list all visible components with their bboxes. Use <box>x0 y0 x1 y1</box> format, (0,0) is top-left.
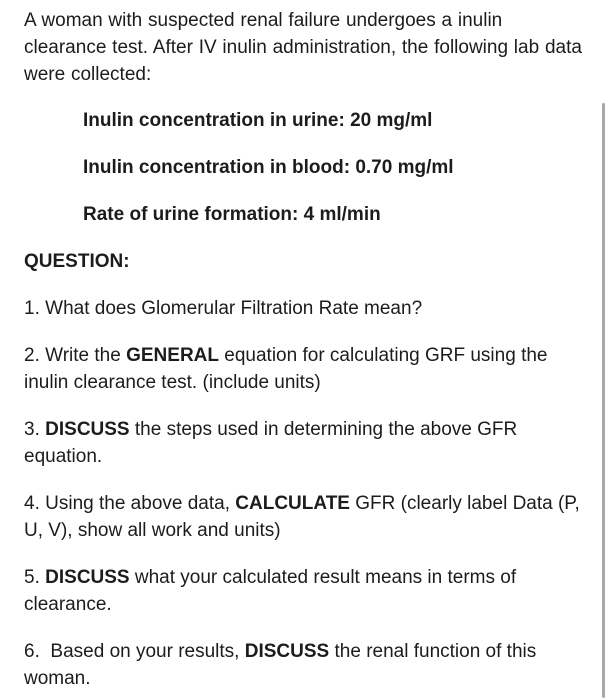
question-keyword: DISCUSS <box>45 567 130 588</box>
question-number: 2. <box>24 345 40 366</box>
question-4 <box>24 490 584 544</box>
lab-data-urine <box>83 107 584 134</box>
lab-data-value: 4 ml/min <box>303 204 381 225</box>
question-keyword: DISCUSS <box>45 419 130 440</box>
lab-data-label: Rate of urine formation: <box>83 204 299 225</box>
lab-data-label: Inulin concentration in blood: <box>83 157 351 178</box>
lab-data-blood <box>83 154 584 181</box>
question-text-pre: Using the above data, <box>45 493 236 514</box>
question-1 <box>24 295 584 322</box>
question-text-post: GFR (clearly label Data (P, U, V), show all work and units) <box>24 493 580 541</box>
question-text: What does Glomerular Filtration Rate mean? <box>45 298 423 319</box>
question-2 <box>24 342 584 396</box>
lab-data-value: 0.70 mg/ml <box>355 157 454 178</box>
question-keyword: DISCUSS <box>244 641 330 662</box>
question-number: 4. <box>24 493 40 514</box>
question-keyword: CALCULATE <box>235 493 350 514</box>
lab-data-value: 20 mg/ml <box>350 110 433 131</box>
question-number: 5. <box>24 567 40 588</box>
lab-data-label: Inulin concentration in urine: <box>83 110 345 131</box>
question-text-pre: Based on your results, <box>45 641 245 662</box>
lab-data-urine-rate <box>83 201 584 228</box>
question-number: 3. <box>24 419 40 440</box>
question-text-post: equation for calculating GRF using the inulin clearance test. (include units) <box>24 345 548 393</box>
question-text-post: the renal function of this woman. <box>24 641 537 689</box>
question-heading: QUESTION: <box>24 251 130 272</box>
question-6 <box>24 638 584 692</box>
document <box>24 7 584 692</box>
vertical-scrollbar[interactable] <box>602 103 605 698</box>
question-text-post: the steps used in determining the above GFR equation. <box>24 419 518 467</box>
question-5 <box>24 564 584 618</box>
question-number: 6. <box>24 641 40 662</box>
question-text-pre: Write the <box>45 345 127 366</box>
question-keyword: GENERAL <box>126 345 220 366</box>
question-text-post: what your calculated result means in terms of clearance. <box>24 567 517 615</box>
lab-data-list <box>24 107 584 228</box>
intro-paragraph: A woman with suspected renal failure undergoes a inulin clearance test. After IV inulin administration, the following lab data were collected: <box>24 10 582 85</box>
question-number: 1. <box>24 298 40 319</box>
question-3 <box>24 416 584 470</box>
